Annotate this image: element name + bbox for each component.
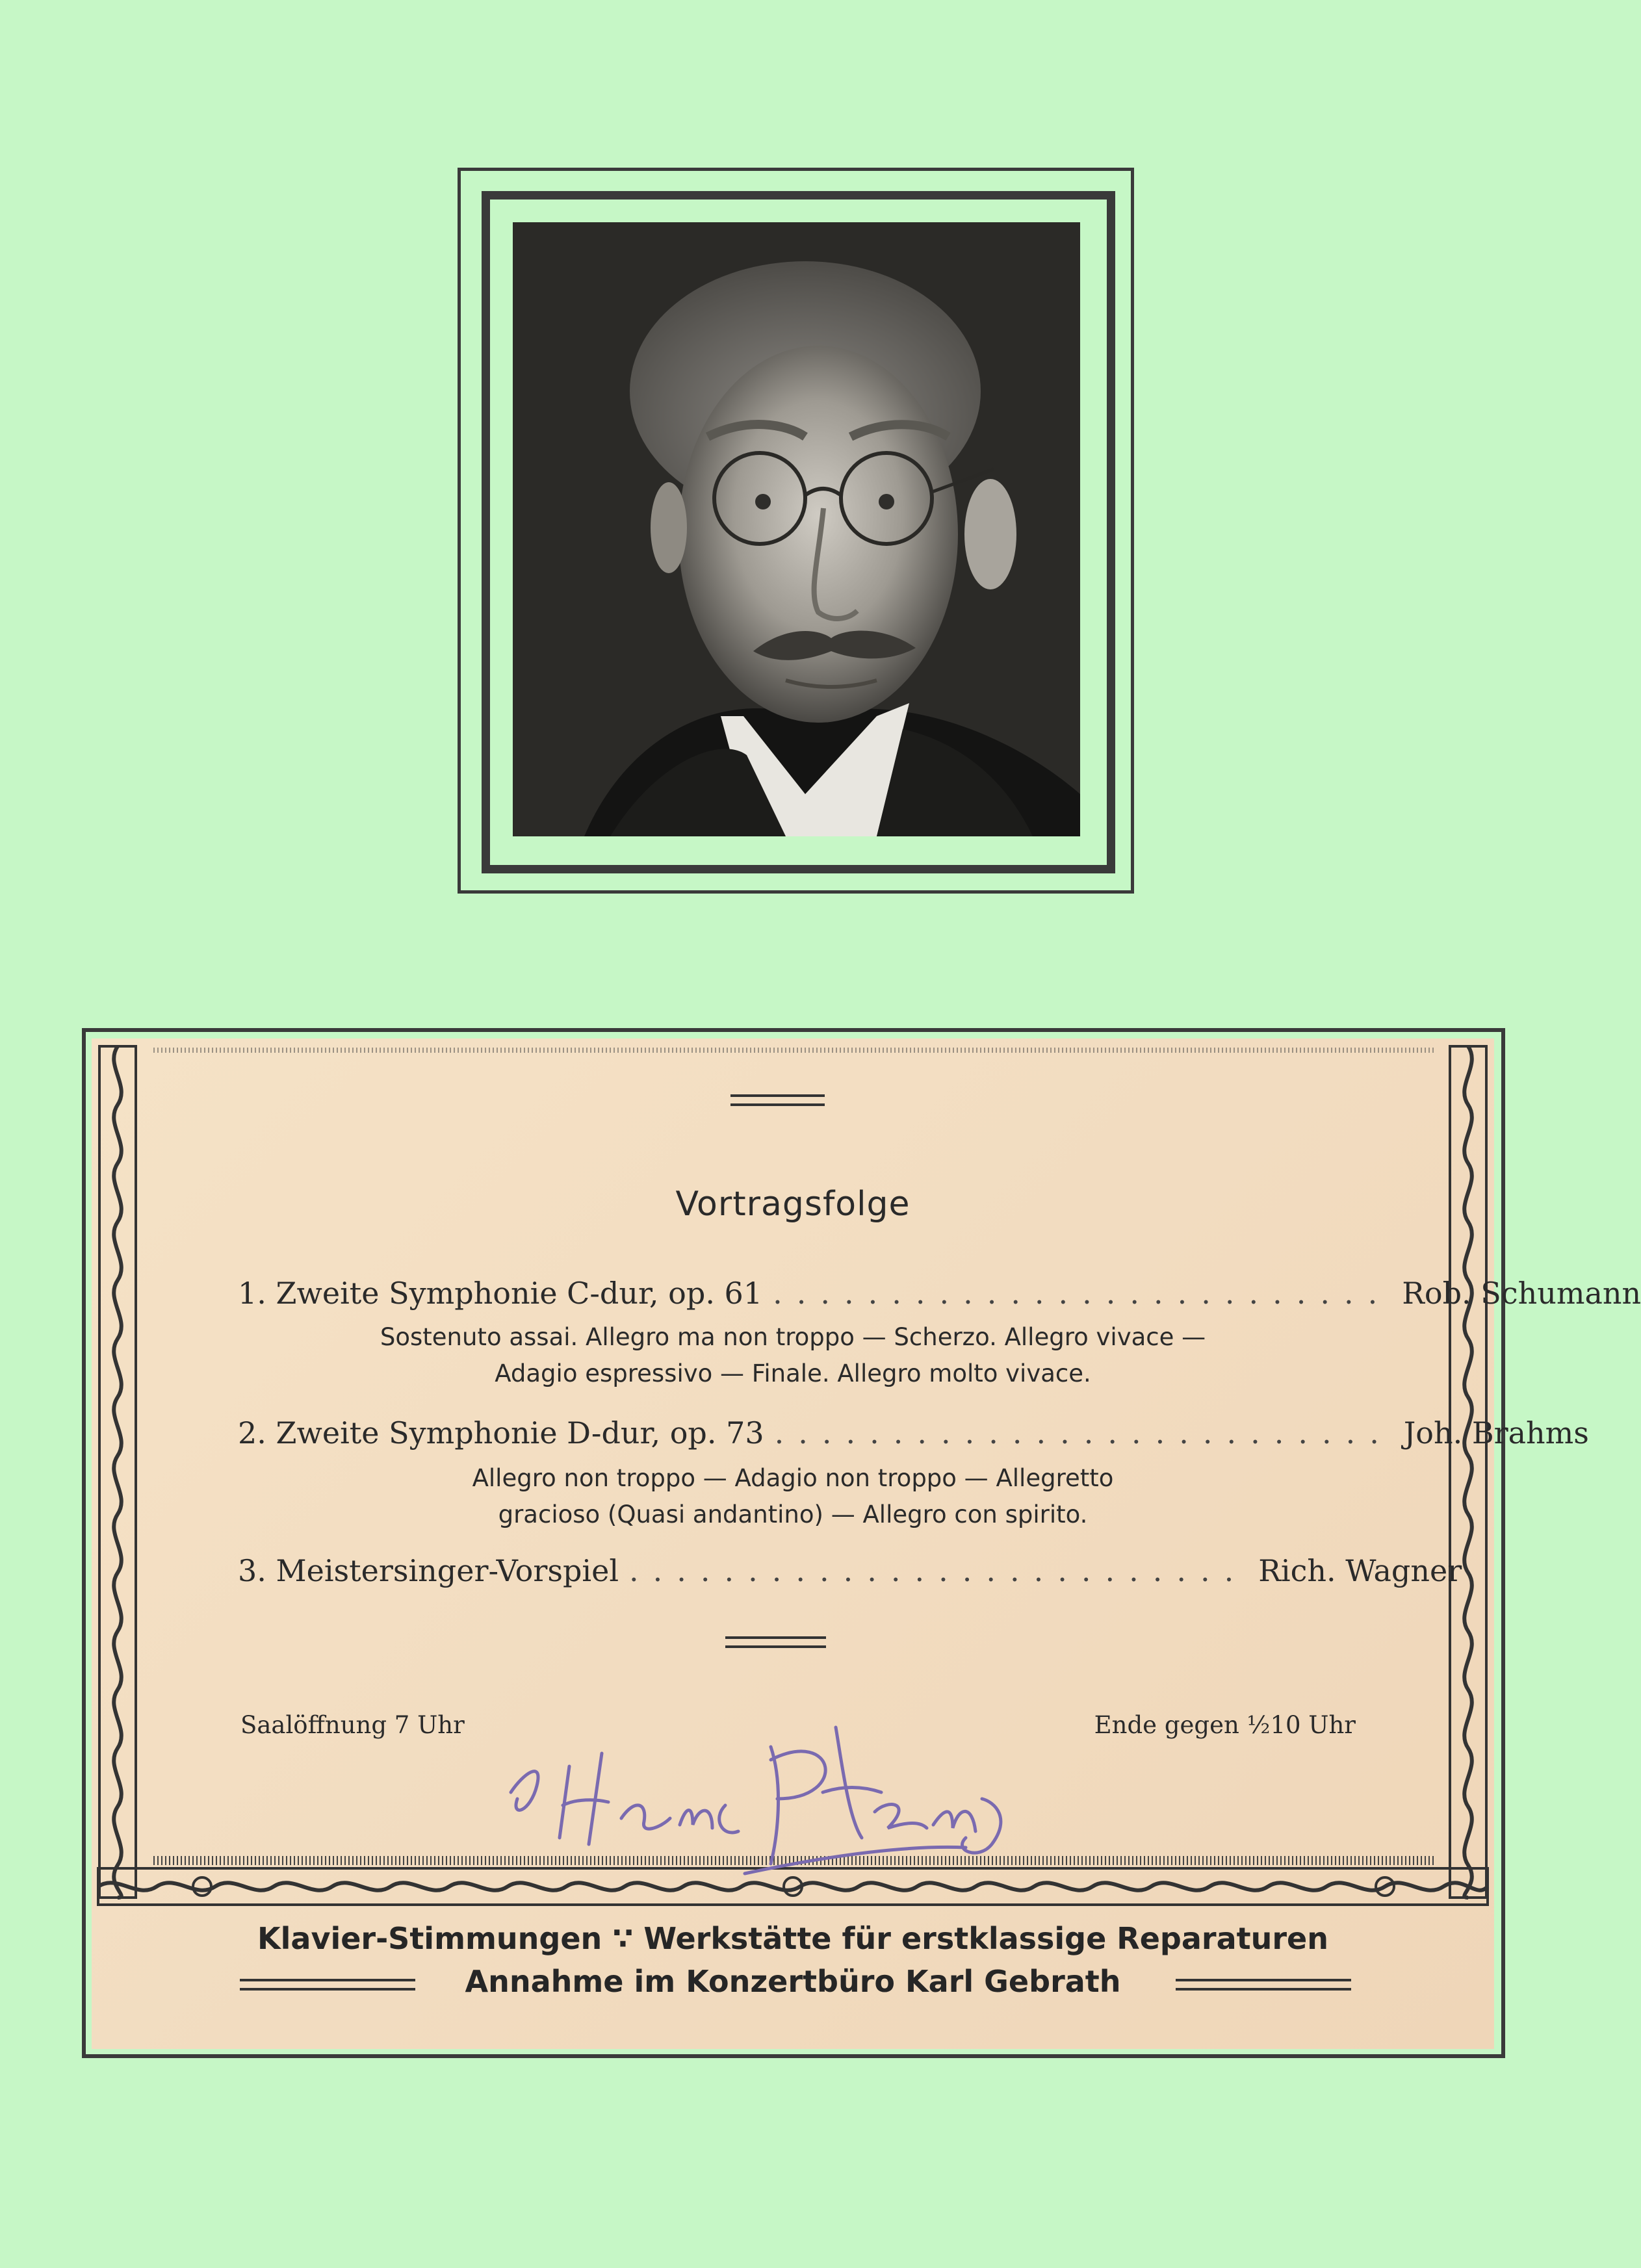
item-number: 2. [238, 1415, 266, 1450]
doors-open-note: Saalöffnung 7 Uhr [240, 1711, 465, 1739]
programme-item-2 [238, 1415, 1589, 1450]
programme-item-3 [238, 1553, 1462, 1588]
item-movements-line: gracioso (Quasi andantino) — Allegro con spirito. [498, 1501, 1088, 1528]
handwritten-signature [498, 1688, 1018, 1877]
item-movements-line: Adagio espressivo — Finale. Allegro molto vivace. [495, 1360, 1091, 1387]
advert-line-2: Annahme im Konzertbüro Karl Gebrath [465, 1964, 1121, 1999]
item-composer: Joh. Brahms [1403, 1415, 1589, 1450]
end-time-note: Ende gegen ½10 Uhr [1094, 1711, 1356, 1739]
programme-item-1 [238, 1276, 1641, 1311]
item-movements-line: Sostenuto assai. Allegro ma non troppo — Scherzo. Allegro vivace — [380, 1323, 1206, 1351]
item-composer: Rob. Schumann [1402, 1276, 1641, 1311]
leader-dots: .......................... [774, 1415, 1393, 1450]
programme-heading: Vortragsfolge [675, 1185, 911, 1224]
leader-dots: .......................... [629, 1553, 1248, 1588]
middle-double-rule [725, 1636, 826, 1648]
item-number: 1. [238, 1276, 266, 1311]
programme-card [92, 1038, 1641, 2049]
top-double-rule [730, 1094, 825, 1106]
top-hatched-rule [153, 1048, 1434, 1053]
portrait-photo [513, 222, 1080, 836]
item-work-title: Zweite Symphonie D-dur, op. 73 [276, 1415, 764, 1450]
item-composer: Rich. Wagner [1258, 1553, 1462, 1588]
advert-rule-right [1176, 1979, 1351, 1991]
item-work-title: Zweite Symphonie C-dur, op. 61 [276, 1276, 763, 1311]
leader-dots: .......................... [773, 1276, 1392, 1311]
item-movements-line: Allegro non troppo — Adagio non troppo — Allegretto [472, 1464, 1114, 1492]
advert-line-1: Klavier-Stimmungen ∵ Werkstätte für erstklassige Reparaturen [257, 1921, 1328, 1956]
item-number: 3. [238, 1553, 266, 1588]
item-work-title: Meistersinger-Vorspiel [276, 1553, 619, 1588]
